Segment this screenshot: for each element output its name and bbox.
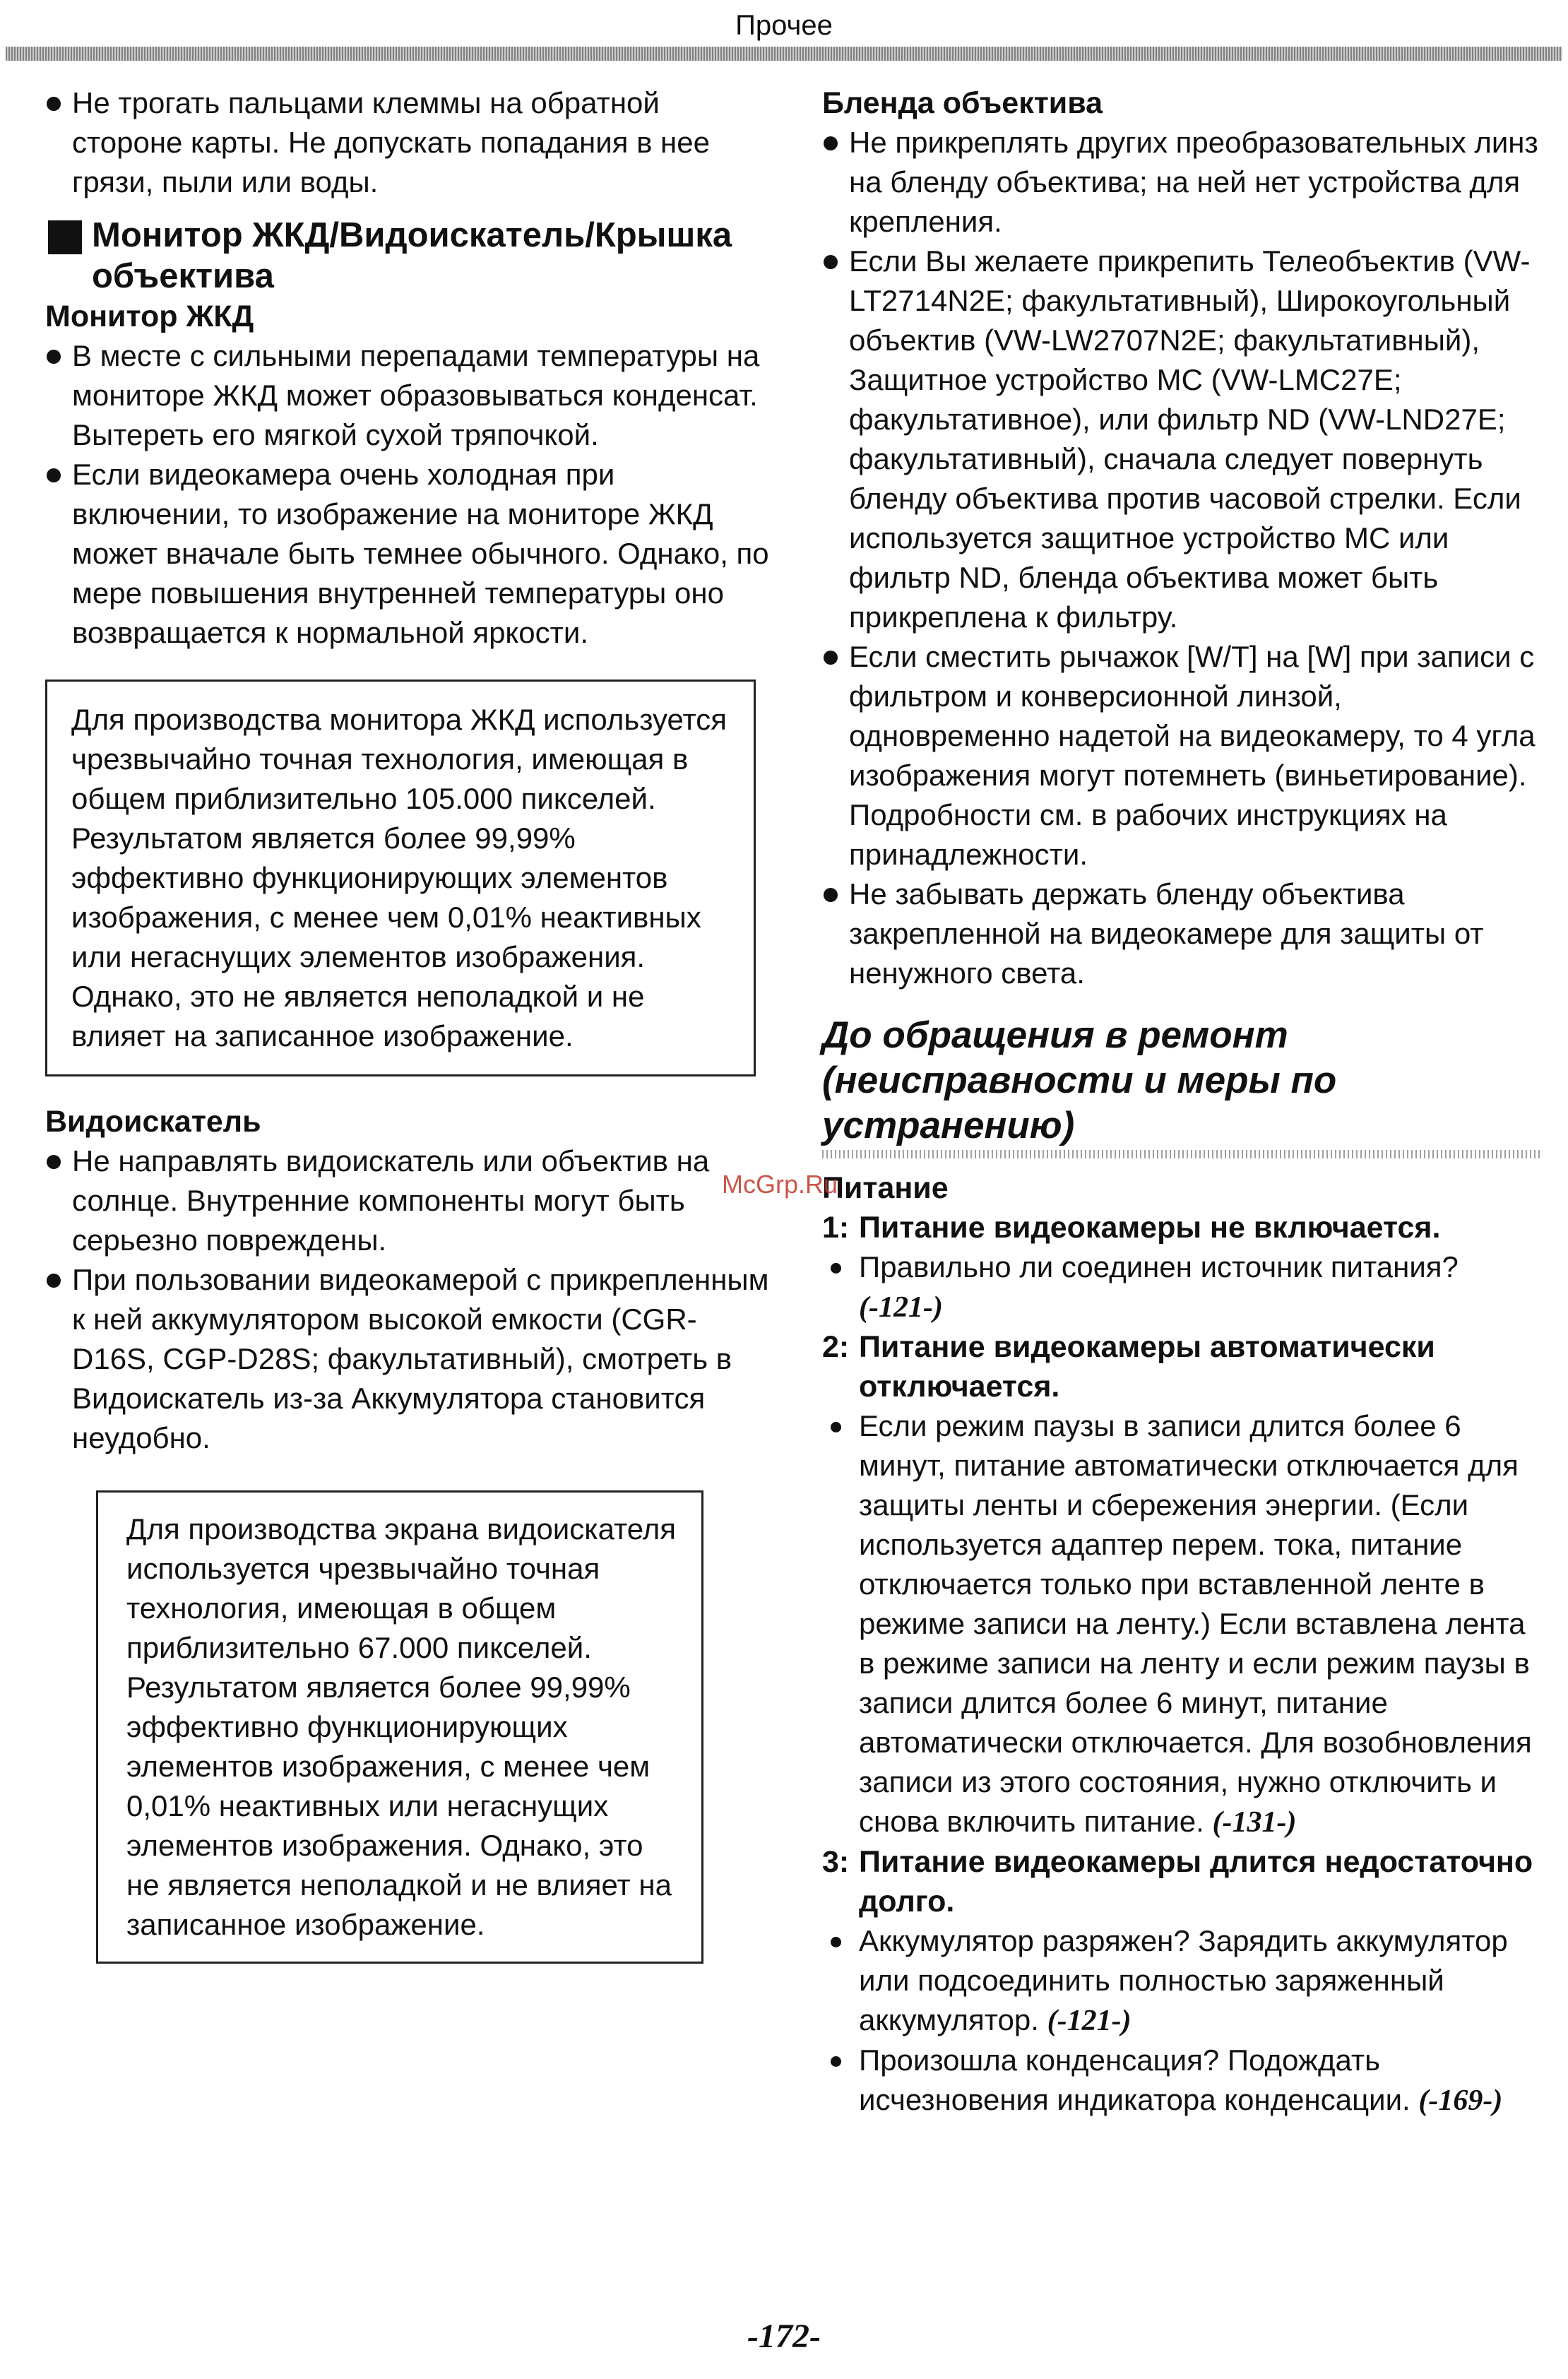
problem-title: Питание видеокамеры не включается. bbox=[859, 1211, 1441, 1245]
page-number: -172- bbox=[747, 2318, 821, 2355]
problem-heading bbox=[822, 1208, 1543, 1247]
lens-hood-bullet: Если Вы желаете прикрепить Телеобъектив (VW-LT2714N2E; факультативный), Широкоугольный объектив (VW-LW2707N2E; факультативный), Защитное устройство MC (VW-LMC27E; факультативное), или фильтр ND (VW-LND27E; факультативный), сначала следует повернуть бленду объектива против часовой стрелки. Если используется защитное устройство MC или фильтр ND, бленда объектива может быть прикреплена к фильтру. bbox=[822, 242, 1543, 637]
remedy-text: Аккумулятор разряжен? Зарядить аккумулятор или подсоединить полностью заряженный аккумулятор. bbox=[859, 1924, 1508, 2036]
page-header-title: Прочее bbox=[735, 10, 833, 41]
watermark: McGrp.Ru bbox=[722, 1170, 838, 1199]
remedy-bullet bbox=[822, 1921, 1543, 2041]
problem-number: 2: bbox=[822, 1330, 850, 1364]
remedy-bullet bbox=[822, 1247, 1543, 1327]
problem-heading bbox=[822, 1842, 1543, 1921]
lcd-heading: Монитор ЖКД bbox=[45, 299, 254, 333]
lens-hood-bullet: Не забывать держать бленду объектива закрепленной на видеокамере для защиты от ненужного света. bbox=[822, 874, 1543, 993]
power-heading: Питание bbox=[822, 1171, 949, 1205]
page-reference: (-131-) bbox=[1212, 1806, 1297, 1839]
viewfinder-bullet: Не направлять видоискатель или объектив на солнце. Внутренние компоненты могут быть серьезно повреждены. bbox=[45, 1141, 773, 1260]
remedy-text: Произошла конденсация? Подождать исчезновения индикатора конденсации. bbox=[859, 2043, 1410, 2116]
remedy-text: Правильно ли соединен источник питания? bbox=[859, 1250, 1459, 1283]
problem-title: Питание видеокамеры автоматически отключается. bbox=[859, 1330, 1435, 1404]
lens-hood-bullet: Если сместить рычажок [W/T] на [W] при записи с фильтром и конверсионной линзой, одновременно надетой на видеокамеру, то 4 угла изображения могут потемнеть (виньетирование). Подробности см. в рабочих инструкциях на принадлежности. bbox=[822, 637, 1543, 874]
problem-heading bbox=[822, 1327, 1543, 1406]
card-contacts-bullet: Не трогать пальцами клеммы на обратной стороне карты. Не допускать попадания в нее грязи, пыли или воды. bbox=[45, 83, 773, 202]
page-reference: (-121-) bbox=[859, 1291, 943, 1324]
section-heading-monitor bbox=[45, 215, 773, 297]
viewfinder-pixel-note: Для производства экрана видоискателя используется чрезвычайно точная технология, имеющая в общем приблизительно 67.000 пикселей. Результатом является более 99,99% эффективно функционирующих элементов изображения, с менее чем 0,01% неактивных или негаснущих элементов изображения. Однако, это не является неполадкой и не влияет на записанное изображение. bbox=[96, 1490, 703, 1964]
section-heading-text: Монитор ЖКД/Видоискатель/Крышка объектива bbox=[92, 216, 732, 295]
remedy-bullet bbox=[822, 2041, 1543, 2120]
troubleshooting-heading: До обращения в ремонт (неисправности и меры по устранению) bbox=[822, 1014, 1337, 1146]
lens-hood-heading: Бленда объектива bbox=[822, 86, 1103, 120]
left-column bbox=[45, 83, 773, 1964]
remedy-text: Если режим паузы в записи длится более 6 минут, питание автоматически отключается для защиты ленты и сбережения энергии. (Если используется адаптер перем. тока, питание отключается только при вставленной ленте в режиме записи на ленту.) Если вставлена лента в режиме записи на ленту и если режим паузы в записи длится более 6 минут, питание автоматически отключается. Для возобновления записи из этого состояния, нужно отключить и снова включить питание. bbox=[859, 1409, 1532, 1838]
page-reference: (-169-) bbox=[1418, 2084, 1503, 2117]
lens-hood-bullet: Не прикреплять других преобразовательных линз на бленду объектива; на ней нет устройства для крепления. bbox=[822, 123, 1543, 242]
black-square-icon bbox=[48, 220, 82, 254]
problem-number: 1: bbox=[822, 1211, 850, 1245]
heading-underline bbox=[822, 1150, 1543, 1158]
header-divider bbox=[6, 47, 1562, 61]
viewfinder-heading: Видоискатель bbox=[45, 1105, 261, 1139]
remedy-bullet bbox=[822, 1406, 1543, 1842]
problem-title: Питание видеокамеры длится недостаточно долго. bbox=[859, 1845, 1533, 1918]
lcd-pixel-note: Для производства монитора ЖКД используется чрезвычайно точная технология, имеющая в общем приблизительно 105.000 пикселей. Результатом является более 99,99% эффективно функционирующих элементов изображения, с менее чем 0,01% неактивных или негаснущих элементов изображения. Однако, это не является неполадкой и не влияет на записанное изображение. bbox=[45, 680, 756, 1076]
lcd-bullet: В месте с сильными перепадами температуры на мониторе ЖКД может образовываться конденсат. Вытереть его мягкой сухой тряпочкой. bbox=[45, 336, 773, 455]
lcd-bullet: Если видеокамера очень холодная при включении, то изображение на мониторе ЖКД может вначале быть темнее обычного. Однако, по мере повышения внутренней температуры оно возвращается к нормальной яркости. bbox=[45, 455, 773, 653]
problem-number: 3: bbox=[822, 1845, 850, 1879]
right-column bbox=[822, 83, 1543, 2120]
page-reference: (-121-) bbox=[1047, 2005, 1132, 2037]
viewfinder-bullet: При пользовании видеокамерой с прикрепленным к ней аккумулятором высокой емкости (CGR-D16S, CGP-D28S; факультативный), смотреть в Видоискатель из-за Аккумулятора становится неудобно. bbox=[45, 1260, 773, 1458]
